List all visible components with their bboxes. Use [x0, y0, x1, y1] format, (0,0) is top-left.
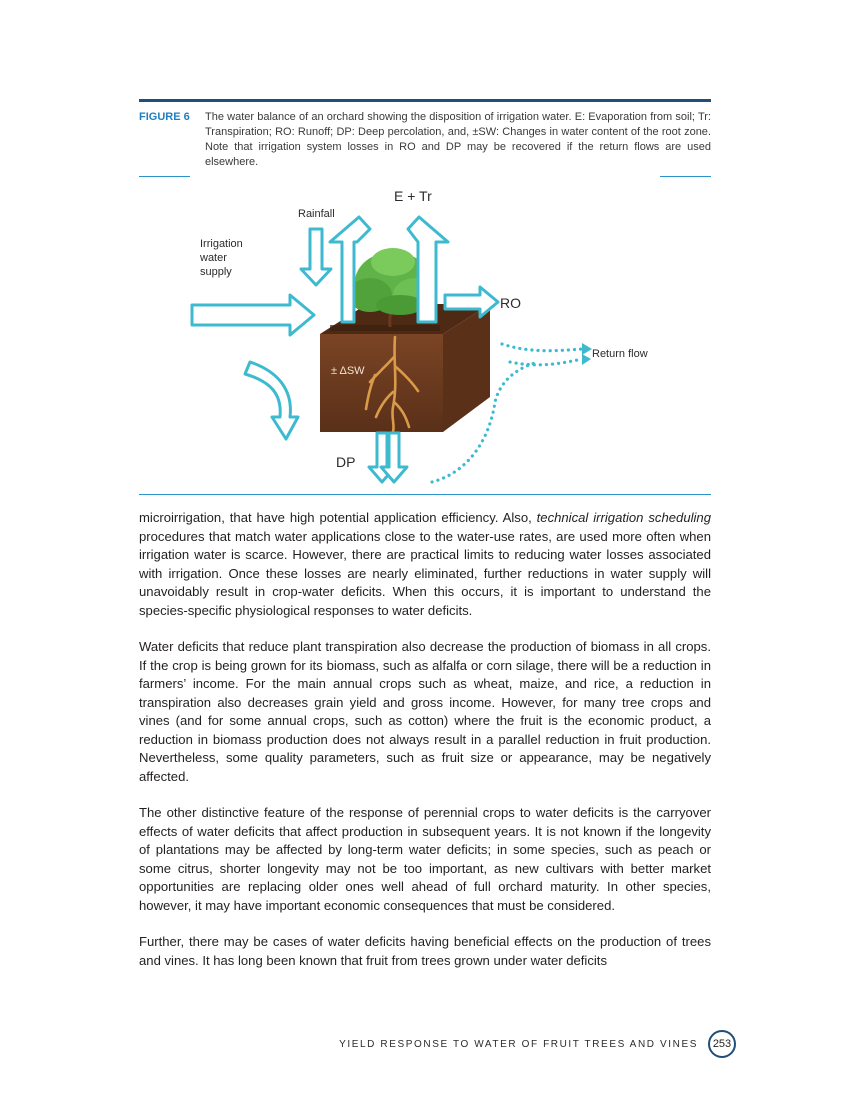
page-number: 253	[708, 1030, 736, 1058]
soil-front	[320, 334, 443, 432]
return-flow-path-upper	[502, 344, 582, 351]
paragraph-2: Water deficits that reduce plant transpiration also decrease the production of biomass in all crops. If the crop is being grown for its biomass, such as alfalfa or corn silage, there will be a reduction in farmers’ income. For the main annual crops such as wheat, maize, and rice, a reduction in transpiration also decreases grain yield and gross income. However, for many tree crops and vines (and for some annual crops, such as cotton) where the fruit is the economic product, a reduction in biomass production does not always result in a parallel reduction in fruit production. Nevertheless, some quality parameters, such as fruit size or appearance, may be negatively affected.	[139, 639, 711, 784]
irrigation-arrow	[192, 295, 314, 335]
paragraph-1: microirrigation, that have high potential application efficiency. Also, technical irrigation scheduling procedures that match water applications close to the water-use rates, are used more often when irrigation water is scarce. However, there are practical limits to reducing water losses associated with irrigation. Once these losses are nearly eliminated, further reductions in water supply will unavoidably result in crop-water deficits. When this occurs, it is important to understand the species-specific physiological responses to water deficits.	[139, 510, 711, 618]
return-flow-arrowhead-lower	[582, 354, 591, 365]
water-balance-figure	[190, 177, 660, 494]
soil-surface-strip	[330, 325, 440, 331]
return-flow-path-lower	[510, 359, 582, 365]
figure-rule-bottom	[139, 494, 711, 495]
figure-rule-top-right	[660, 176, 711, 177]
figure-caption-text: The water balance of an orchard showing the disposition of irrigation water. E: Evaporation from soil; Tr: Transpiration; RO: Runoff; DP: Deep percolation, and, ±SW: Changes in water content of the root zone. Note that irrigation system losses in RO and DP may be recovered if the return flows are used elsewhere.	[205, 111, 711, 168]
paragraph-3: The other distinctive feature of the response of perennial crops to water deficits is the carryover effects of water deficits that affect production in subsequent years. It is not known if the longevity of plantations may be affected by long-term water deficits; in some species, such as peach or some citrus, shorter longevity may not be too important, as new cultivars with better market opportunities are replacing older ones well ahead of full orchard maturity. In other species, however, it may have important economic consequences that must be considered.	[139, 805, 711, 913]
ro-label: RO	[500, 295, 521, 311]
rainfall-label: Rainfall	[298, 208, 335, 220]
dp-label: DP	[336, 454, 356, 470]
water-balance-diagram	[190, 177, 660, 494]
header-rule	[139, 99, 711, 102]
rainfall-arrow	[301, 229, 331, 285]
irrigation-label-line1: Irrigation	[200, 238, 243, 250]
body-text	[139, 509, 711, 988]
return-flow-arrowhead-upper	[582, 343, 592, 355]
paragraph-4: Further, there may be cases of water deficits having beneficial effects on the production of trees and vines. It has long been known that fruit from trees grown under water deficits	[139, 934, 711, 968]
figure-label: FIGURE 6	[139, 111, 190, 123]
emphasis-technical-irrigation-scheduling: technical irrigation scheduling	[536, 510, 711, 525]
curved-loss-arrow	[245, 362, 298, 439]
irrigation-label-line2: water	[200, 252, 227, 264]
figure-caption	[139, 110, 711, 170]
sw-label: ± ΔSW	[331, 365, 365, 377]
running-title: YIELD RESPONSE TO WATER OF FRUIT TREES AND VINES	[339, 1038, 698, 1050]
irrigation-label-line3: supply	[200, 266, 232, 278]
return-flow-label: Return flow	[592, 348, 648, 360]
figure-rule-top-left	[139, 176, 190, 177]
page-footer	[339, 1030, 736, 1058]
et-label: E + Tr	[394, 188, 432, 204]
